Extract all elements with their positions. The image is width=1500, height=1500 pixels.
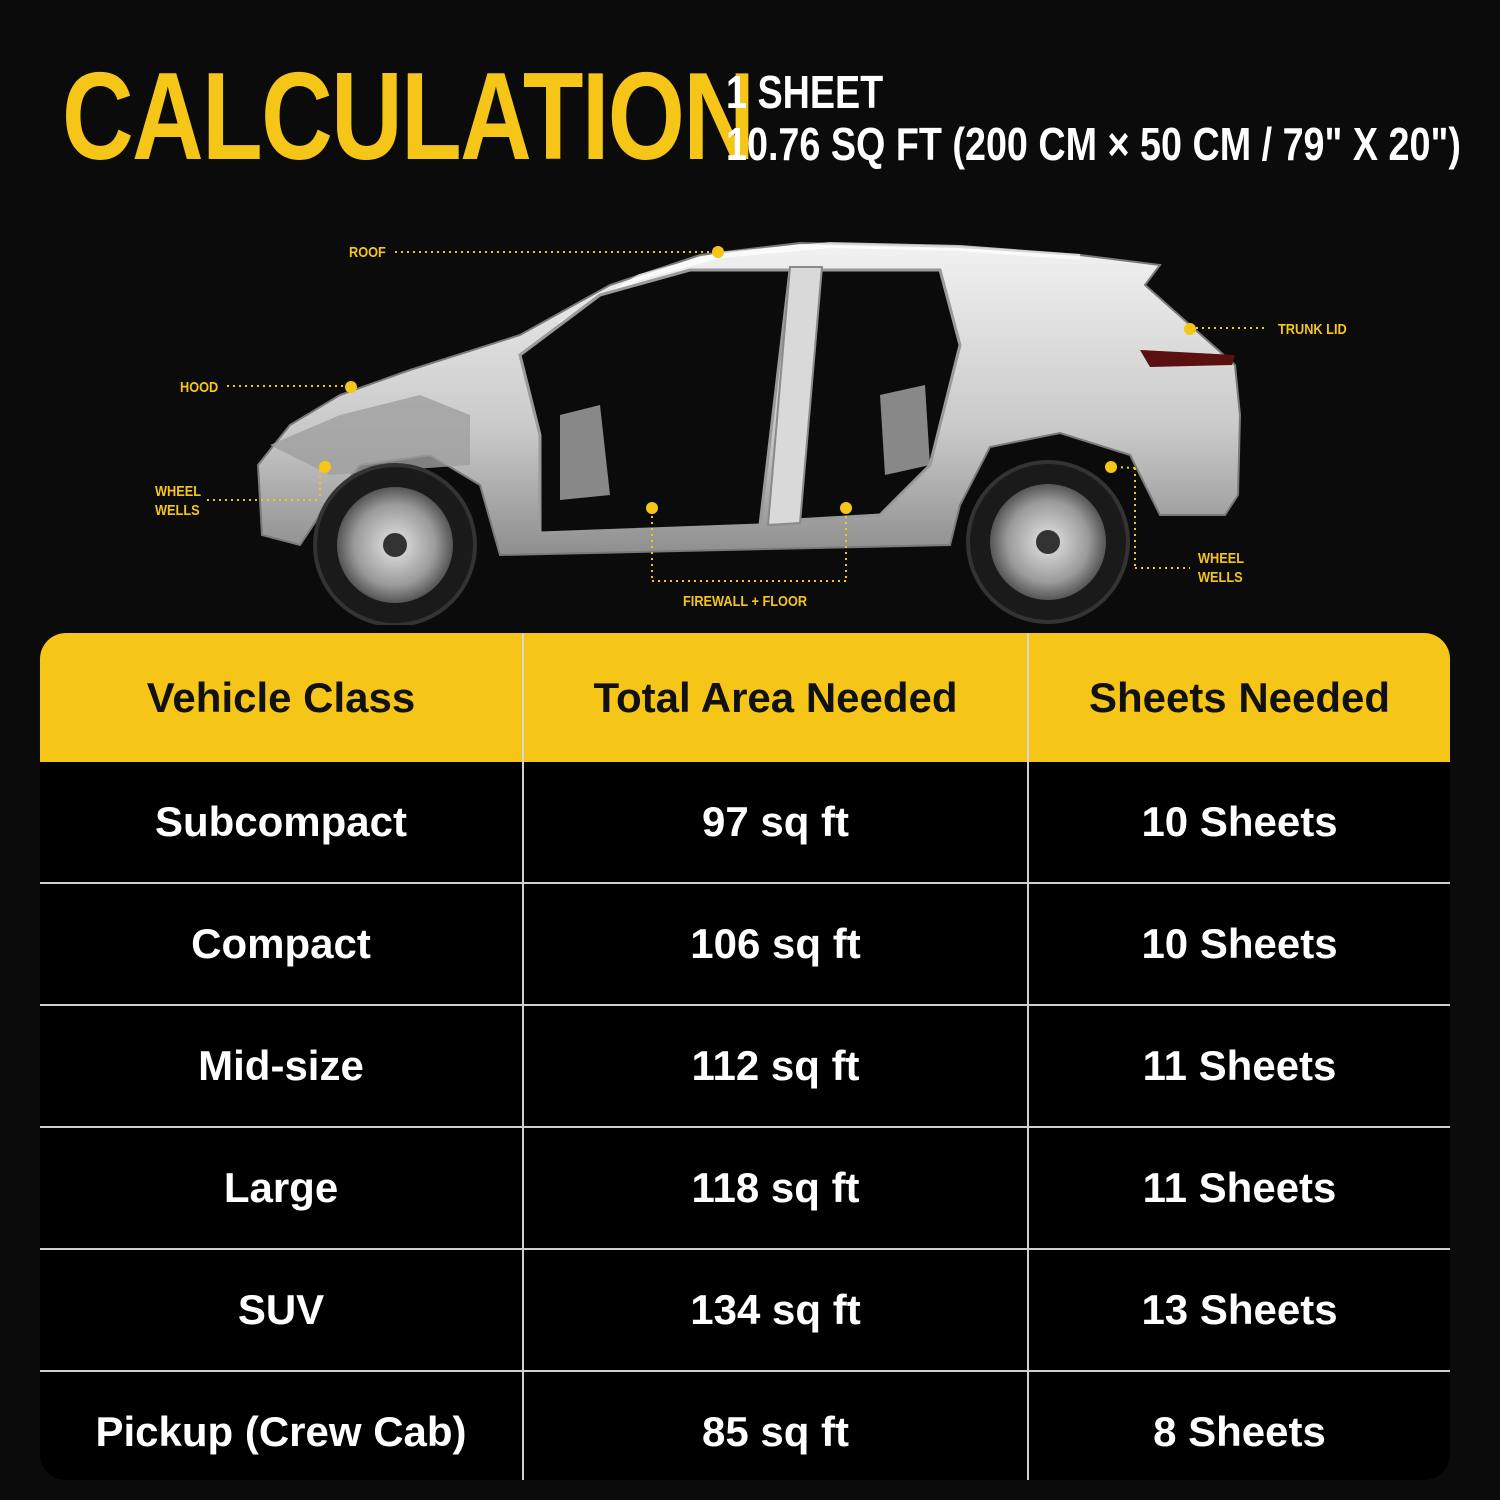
table-row [40, 762, 1450, 883]
sheet-dimensions: 10.76 SQ FT (200 CM × 50 CM / 79" X 20") [726, 118, 1461, 170]
callout-roof: ROOF [349, 244, 386, 261]
cell-sheets-needed: 13 Sheets [1028, 1249, 1450, 1371]
cell-total-area: 118 sq ft [523, 1127, 1028, 1249]
table-row [40, 1371, 1450, 1480]
callout-trunk-lid: TRUNK LID [1278, 321, 1347, 338]
header-total-area: Total Area Needed [523, 633, 1028, 762]
cell-vehicle-class: Pickup (Crew Cab) [40, 1371, 523, 1480]
cell-sheets-needed: 11 Sheets [1028, 1127, 1450, 1249]
hood-marker [345, 381, 357, 393]
sheet-spec [726, 66, 1461, 170]
header [62, 48, 1462, 198]
floor-marker [840, 502, 852, 514]
cell-total-area: 134 sq ft [523, 1249, 1028, 1371]
table-row [40, 1005, 1450, 1127]
table-row [40, 883, 1450, 1005]
rear-wheel-well-marker [1105, 461, 1117, 473]
coverage-table-grid [40, 633, 1450, 1480]
cell-total-area: 85 sq ft [523, 1371, 1028, 1480]
table-row [40, 1249, 1450, 1371]
header-vehicle-class: Vehicle Class [40, 633, 523, 762]
callout-wheel-wells-front: WHEEL WELLS [155, 483, 202, 519]
cell-vehicle-class: SUV [40, 1249, 523, 1371]
cell-sheets-needed: 8 Sheets [1028, 1371, 1450, 1480]
coverage-table [40, 633, 1450, 1480]
cell-sheets-needed: 10 Sheets [1141, 798, 1338, 845]
front-wheel-well-marker [319, 461, 331, 473]
table-row [40, 1127, 1450, 1249]
trunk-lid-marker [1184, 323, 1196, 335]
cell-vehicle-class: Mid-size [40, 1005, 523, 1127]
cell-total-area: 97 sq ft [523, 762, 1028, 883]
roof-marker [712, 246, 724, 258]
table-header-row [40, 633, 1450, 762]
page-title: CALCULATION [62, 48, 754, 186]
sheet-count: 1 SHEET [726, 66, 884, 118]
cell-total-area: 112 sq ft [523, 1005, 1028, 1127]
cell-vehicle-class: Large [40, 1127, 523, 1249]
callout-firewall-floor: FIREWALL + FLOOR [683, 593, 808, 610]
header-sheets-needed: Sheets Needed [1028, 633, 1450, 762]
cell-sheets-needed: 10 Sheets [1028, 883, 1450, 1005]
cell-vehicle-class: Compact [40, 883, 523, 1005]
cell-sheets-needed: 11 Sheets [1028, 1005, 1450, 1127]
callout-wheel-wells-rear: WHEEL WELLS [1198, 550, 1245, 586]
firewall-marker [646, 502, 658, 514]
car-body-illustration [0, 215, 1500, 625]
callout-hood: HOOD [180, 379, 219, 396]
cell-vehicle-class: Subcompact [40, 762, 523, 883]
vehicle-diagram [0, 215, 1500, 625]
cell-total-area: 106 sq ft [523, 883, 1028, 1005]
